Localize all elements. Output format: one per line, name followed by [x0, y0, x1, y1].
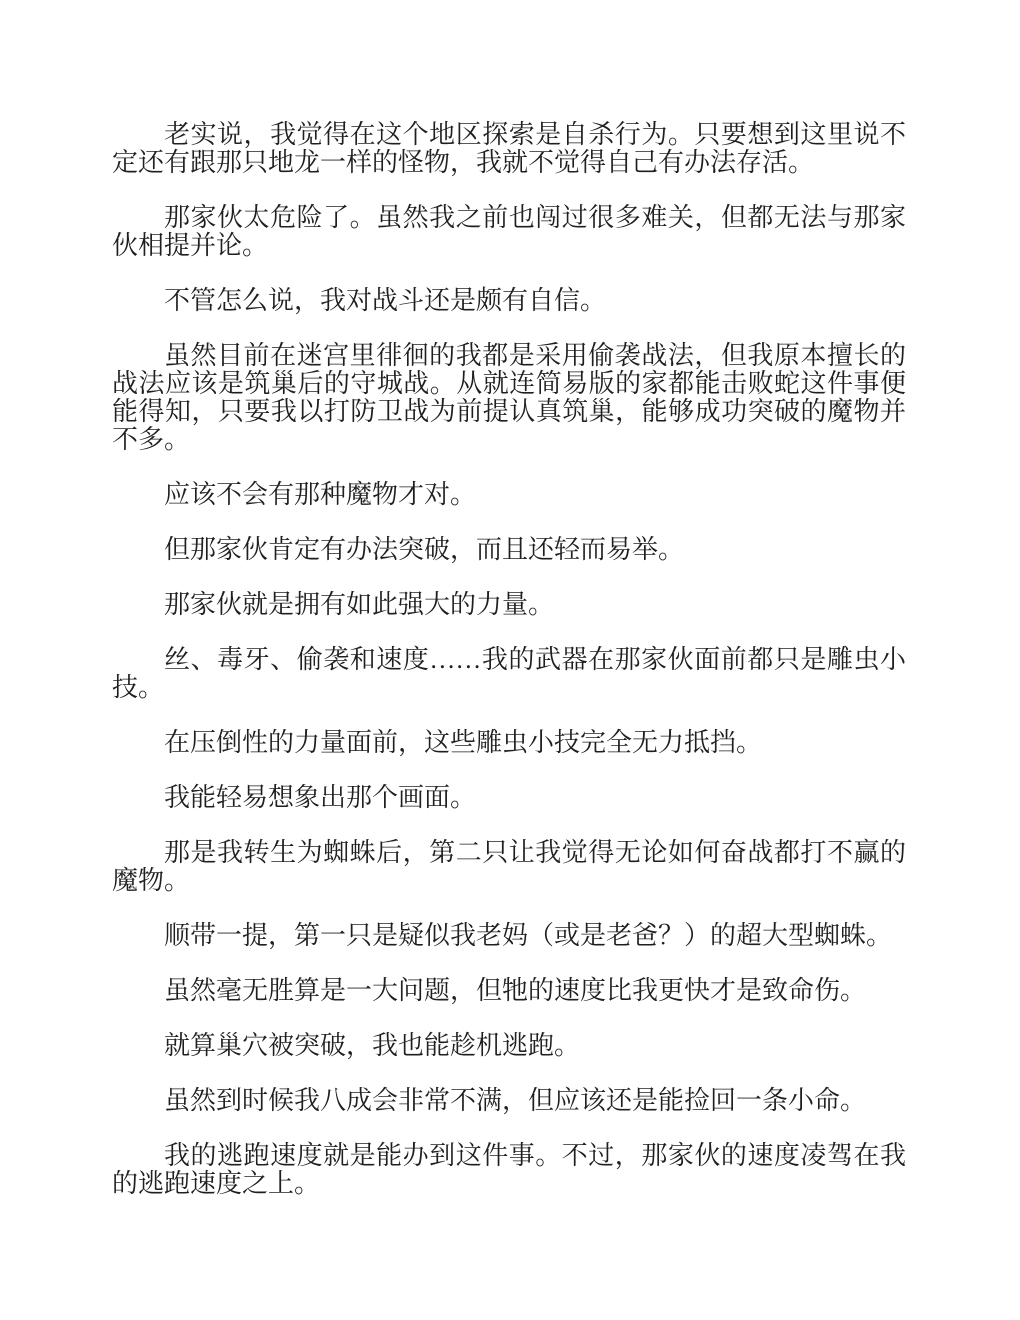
paragraph: 老实说，我觉得在这个地区探索是自杀行为。只要想到这里说不定还有跟那只地龙一样的怪物，我就不觉得自己有办法存活。 [112, 120, 906, 177]
paragraph: 虽然目前在迷宫里徘徊的我都是采用偷袭战法，但我原本擅长的战法应该是筑巢后的守城战。从就连简易版的家都能击败蛇这件事便能得知，只要我以打防卫战为前提认真筑巢，能够成功突破的魔物并不多。 [112, 341, 906, 454]
paragraph: 虽然毫无胜算是一大问题，但牠的速度比我更快才是致命伤。 [164, 976, 867, 1005]
paragraph: 不管怎么说，我对战斗还是颇有自信。 [164, 286, 607, 315]
paragraph: 那家伙就是拥有如此强大的力量。 [164, 590, 555, 619]
paragraph: 那家伙太危险了。虽然我之前也闯过很多难关，但都无法与那家伙相提并论。 [112, 203, 906, 260]
paragraph: 那是我转生为蜘蛛后，第二只让我觉得无论如何奋战都打不赢的魔物。 [112, 838, 906, 895]
paragraph: 丝、毒牙、偷袭和速度……我的武器在那家伙面前都只是雕虫小技。 [112, 645, 906, 702]
paragraph: 虽然到时候我八成会非常不满，但应该还是能捡回一条小命。 [164, 1086, 867, 1115]
paragraph: 应该不会有那种魔物才对。 [164, 480, 477, 509]
paragraph: 顺带一提，第一只是疑似我老妈（或是老爸？）的超大型蜘蛛。 [164, 921, 893, 950]
paragraph: 我能轻易想象出那个画面。 [164, 783, 477, 812]
paragraph: 我的逃跑速度就是能办到这件事。不过，那家伙的速度凌驾在我的逃跑速度之上。 [112, 1141, 906, 1198]
paragraph: 就算巢穴被突破，我也能趁机逃跑。 [164, 1031, 581, 1060]
text-body [112, 121, 906, 1198]
paragraph: 但那家伙肯定有办法突破，而且还轻而易举。 [164, 535, 685, 564]
paragraph: 在压倒性的力量面前，这些雕虫小技完全无力抵挡。 [164, 728, 763, 757]
